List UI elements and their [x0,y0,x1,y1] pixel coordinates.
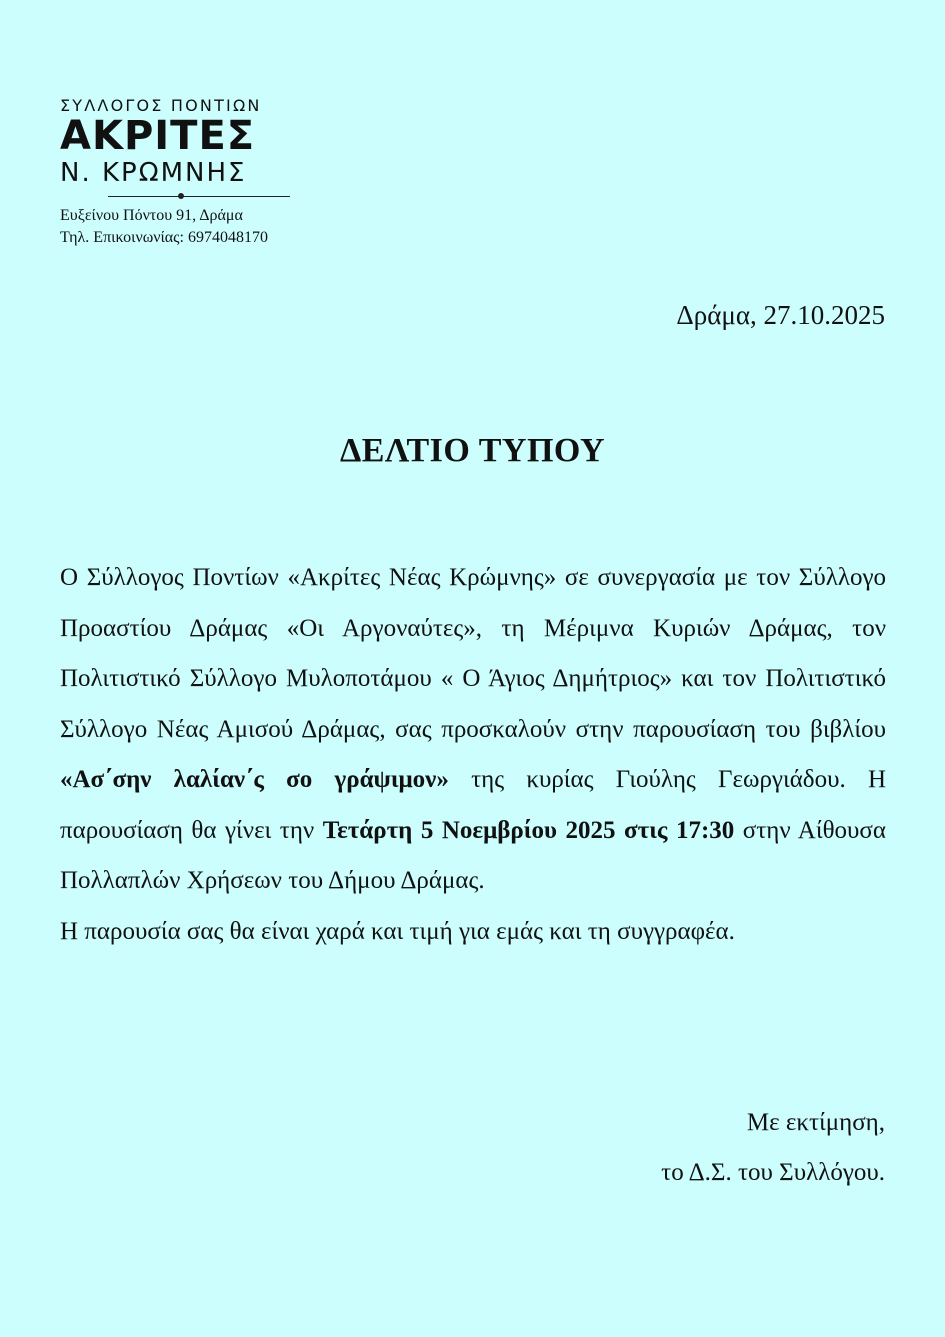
letterhead-divider [60,191,306,201]
body-text-part-a: Ο Σύλλογος Ποντίων «Ακρίτες Νέας Κρώμνης» σε συνεργασία με τον Σύλλογο Προαστίου Δράμας «Οι Αργοναύτες», τη Μέριμνα Κυριών Δράμας, τον Πολιτιστικό Σύλλογο Μυλοποτάμου « Ο Άγιος Δημήτριος» και τον Πολιτιστικό Σύλλογο Νέας Αμισού Δράμας, σας προσκαλούν στην παρουσίαση του βιβλίου [60,564,886,743]
event-datetime: Τετάρτη 5 Νοεμβρίου 2025 στις 17:30 [322,816,735,844]
divider-dot [178,193,184,199]
body-paragraph-1 [60,553,886,907]
letterhead-org-name: ΑΚΡΙΤΕΣ [60,113,256,159]
body-paragraph-2: Η παρουσία σας θα είναι χαρά και τιμή για εμάς και τη συγγραφέα. [60,917,735,945]
body-text-part-c: στην Αίθουσα Πολλαπλών Χρήσεων του Δήμου Δράμας. [60,816,886,894]
body-text-part-b: της κυρίας Γιούλης Γεωργιάδου. Η παρουσίαση θα γίνει την [60,766,886,844]
letterhead-org-type: ΣΥΛΛΟΓΟΣ ΠΟΝΤΙΩΝ [60,96,262,115]
document-date: Δράμα, 27.10.2025 [676,300,885,330]
closing-greeting: Με εκτίμηση, [746,1109,885,1136]
closing [661,1098,885,1198]
letterhead-org-location: Ν. ΚΡΩΜΝΗΣ [60,158,247,188]
document-title: ΔΕΛΤΙΟ ΤΥΠΟΥ [339,432,606,469]
letterhead-address: Ευξείνου Πόντου 91, Δράμα [60,207,243,224]
letterhead [60,96,306,249]
book-title: «Ασ΄σην λαλίαν΄ς σο γράψιμον» [60,766,449,793]
document-body [60,553,886,957]
divider-rule [108,196,290,197]
letterhead-phone: Τηλ. Επικοινωνίας: 6974048170 [60,229,268,246]
closing-signature: το Δ.Σ. του Συλλόγου. [661,1159,885,1186]
